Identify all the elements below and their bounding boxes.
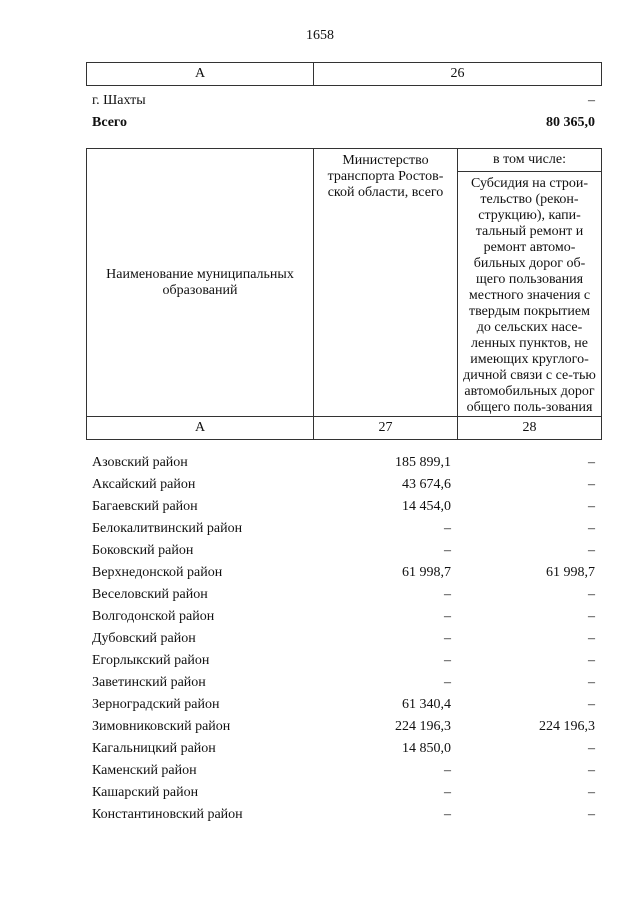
ministry-total-value: –: [444, 807, 451, 822]
ministry-total-header: Министерство транспорта Ростов-ской области, всего: [314, 149, 458, 417]
ministry-total-value: –: [444, 785, 451, 800]
municipality-name: Багаевский район: [92, 499, 198, 514]
ministry-total-value: 43 674,6: [402, 477, 451, 492]
subsidy-value: –: [588, 675, 595, 690]
table-row: [86, 474, 601, 496]
table-row: [86, 496, 601, 518]
subsidy-value: 224 196,3: [539, 719, 595, 734]
header-row: [87, 63, 602, 86]
ministry-total-value: 61 998,7: [402, 565, 451, 580]
municipality-name: Дубовский район: [92, 631, 196, 646]
municipality-name: Азовский район: [92, 455, 188, 470]
ministry-total-value: 61 340,4: [402, 697, 451, 712]
table-row: [86, 760, 601, 782]
subsidy-value: –: [588, 785, 595, 800]
table-row: [86, 584, 601, 606]
column-26-label: 26: [314, 63, 602, 86]
ministry-total-value: –: [444, 653, 451, 668]
table-row: [86, 804, 601, 826]
main-table-header: [86, 148, 602, 440]
table-row: [86, 738, 601, 760]
municipality-name: Заветинский район: [92, 675, 206, 690]
summary-table: [86, 90, 601, 134]
table-row: [86, 562, 601, 584]
municipality-table: [86, 452, 601, 826]
table-row: [86, 694, 601, 716]
subsidy-value: –: [588, 477, 595, 492]
table-row: [86, 518, 601, 540]
municipality-name: Зимовниковский район: [92, 719, 231, 734]
subsidy-value: –: [588, 499, 595, 514]
table-row: [86, 782, 601, 804]
municipality-name: Боковский район: [92, 543, 194, 558]
municipality-name: Кагальницкий район: [92, 741, 216, 756]
table-row: [86, 672, 601, 694]
column-27-label: 27: [314, 417, 458, 440]
ministry-total-value: 14 454,0: [402, 499, 451, 514]
subsidy-value: –: [588, 763, 595, 778]
header-row: [87, 149, 602, 172]
subsidy-value: –: [588, 631, 595, 646]
subsidy-value: –: [588, 587, 595, 602]
subsidy-value: –: [588, 807, 595, 822]
ministry-total-value: –: [444, 587, 451, 602]
municipality-name: Волгодонской район: [92, 609, 215, 624]
table-row: [86, 716, 601, 738]
column-28-label: 28: [458, 417, 602, 440]
table-row: [86, 628, 601, 650]
summary-value: –: [588, 93, 595, 108]
ministry-total-value: –: [444, 543, 451, 558]
ministry-total-value: 185 899,1: [395, 455, 451, 470]
ministry-total-value: 224 196,3: [395, 719, 451, 734]
ministry-total-value: –: [444, 675, 451, 690]
summary-row: [86, 90, 601, 112]
subsidy-value: –: [588, 521, 595, 536]
municipality-name: Веселовский район: [92, 587, 208, 602]
table-row: [86, 606, 601, 628]
municipality-name: Константиновский район: [92, 807, 243, 822]
municipality-name: Зерноградский район: [92, 697, 220, 712]
table-row: [86, 540, 601, 562]
subsidy-value: –: [588, 653, 595, 668]
subsidy-value: –: [588, 609, 595, 624]
subsidy-value: –: [588, 697, 595, 712]
column-number-row: [87, 417, 602, 440]
summary-value: 80 365,0: [546, 115, 595, 130]
column-a-label: А: [87, 417, 314, 440]
summary-row: [86, 112, 601, 134]
page-number: 1658: [306, 28, 334, 43]
ministry-total-value: –: [444, 609, 451, 624]
table-row: [86, 650, 601, 672]
ministry-total-value: –: [444, 521, 451, 536]
subsidy-value: –: [588, 455, 595, 470]
column-a-label: А: [87, 63, 314, 86]
municipality-name: Верхнедонской район: [92, 565, 223, 580]
ministry-total-value: –: [444, 763, 451, 778]
subsidy-value: –: [588, 741, 595, 756]
subsidy-value: –: [588, 543, 595, 558]
municipality-name: Белокалитвинский район: [92, 521, 243, 536]
municipality-name-header: Наименование муниципальных образований: [87, 149, 314, 417]
ministry-total-value: –: [444, 631, 451, 646]
subsidy-header: Субсидия на строи-тельство (рекон-струкцию), капи-тальный ремонт и ремонт автомо-бильных дорог об-щего пользования местного значения с твердым покрытием до сельских насе-ленных пунктов, не имеющих круглого-дичной связи с се-тью автомобильных дорог общего поль-зования: [458, 172, 602, 417]
including-header: в том числе:: [458, 149, 602, 172]
municipality-name: Кашарский район: [92, 785, 199, 800]
table-row: [86, 452, 601, 474]
ministry-total-value: 14 850,0: [402, 741, 451, 756]
municipality-name: Аксайский район: [92, 477, 196, 492]
summary-name: г. Шахты: [92, 93, 146, 108]
municipality-name: Егорлыкский район: [92, 653, 210, 668]
municipality-name: Каменский район: [92, 763, 197, 778]
subsidy-value: 61 998,7: [546, 565, 595, 580]
summary-name: Всего: [92, 115, 127, 130]
previous-table-header: [86, 62, 602, 86]
